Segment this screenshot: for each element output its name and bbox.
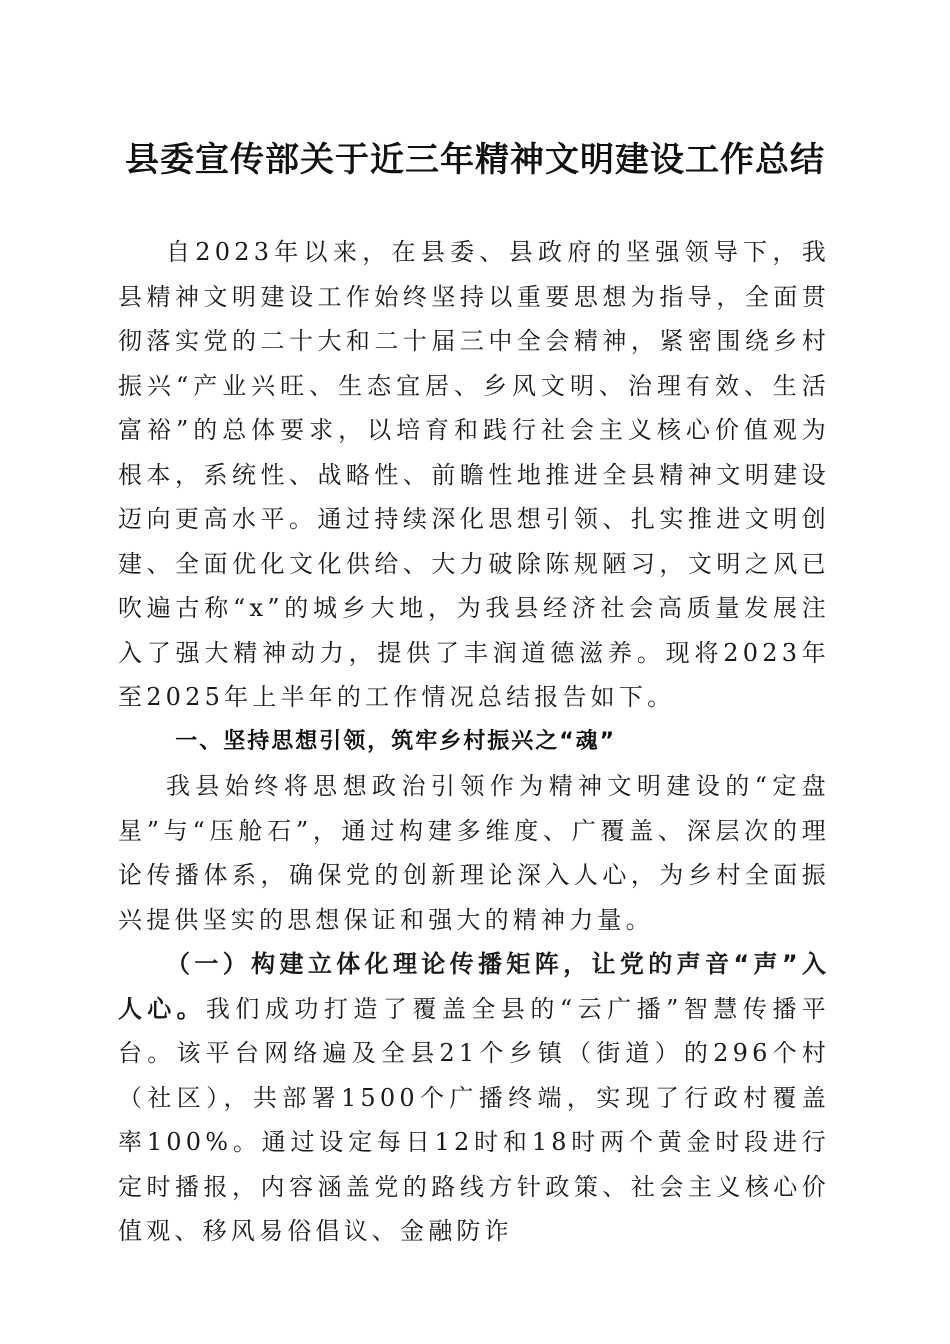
section-paragraph: 我县始终将思想政治引领作为精神文明建设的“定盘星”与“压舱石”，通过构建多维度、广覆盖、深层次的理论传播体系，确保党的创新理论深入人心，为乡村全面振兴提供坚实的思想保证和强大的精神力量。 (118, 772, 830, 934)
section-heading: 一、坚持思想引领，筑牢乡村振兴之“魂” (175, 728, 617, 754)
subsection-paragraph (118, 942, 830, 1254)
subsection-heading: （一）构建立体化理论传播矩阵，让党的声音“声”入人心。 (118, 950, 830, 1023)
document-title: 县委宣传部关于近三年精神文明建设工作总结 (125, 140, 825, 180)
subsection-text: 我们成功打造了覆盖全县的“云广播”智慧传播平台。该平台网络遍及全县21个乡镇（街道）的296个村（社区），共部署1500个广播终端，实现了行政村覆盖率100%。通过设定每日12时和18时两个黄金时段进行定时播报，内容涵盖党的路线方针政策、社会主义核心价值观、移风易俗倡议、金融防诈 (118, 994, 831, 1245)
document-body (118, 230, 830, 1254)
intro-paragraph: 自2023年以来，在县委、县政府的坚强领导下，我县精神文明建设工作始终坚持以重要思想为指导，全面贯彻落实党的二十大和二十届三中全会精神，紧密围绕乡村振兴“产业兴旺、生态宜居、乡风文明、治理有效、生活富裕”的总体要求，以培育和践行社会主义核心价值观为根本，系统性、战略性、前瞻性地推进全县精神文明建设迈向更高水平。通过持续深化思想引领、扎实推进文明创建、全面优化文化供给、大力破除陈规陋习，文明之风已吹遍古称“x”的城乡大地，为我县经济社会高质量发展注入了强大精神动力，提供了丰润道德滋养。现将2023年至2025年上半年的工作情况总结报告如下。 (118, 238, 830, 711)
